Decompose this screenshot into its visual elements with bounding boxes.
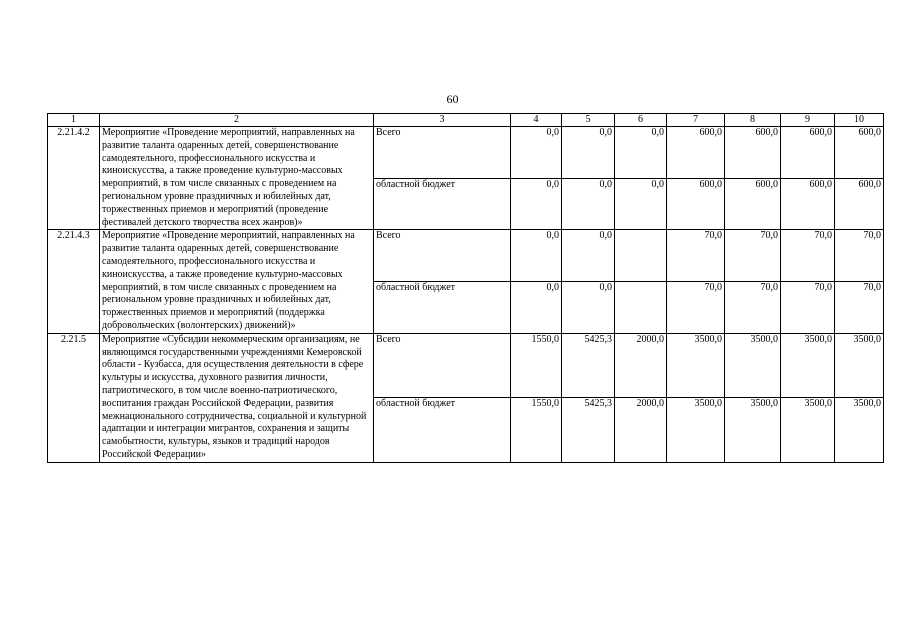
value-cell: 3500,0 xyxy=(781,398,835,462)
funding-source: Всего xyxy=(374,230,511,282)
value-cell: 0,0 xyxy=(562,178,615,230)
value-cell: 2000,0 xyxy=(615,398,667,462)
funding-source: Всего xyxy=(374,127,511,179)
value-cell: 70,0 xyxy=(667,230,725,282)
value-cell: 600,0 xyxy=(781,127,835,179)
column-header: 10 xyxy=(835,114,884,127)
value-cell: 0,0 xyxy=(511,282,562,334)
value-cell: 600,0 xyxy=(781,178,835,230)
value-cell: 70,0 xyxy=(725,282,781,334)
column-header: 8 xyxy=(725,114,781,127)
value-cell: 0,0 xyxy=(615,127,667,179)
funding-source: областной бюджет xyxy=(374,282,511,334)
table-row xyxy=(48,333,884,397)
row-code: 2.21.4.2 xyxy=(48,127,100,230)
value-cell: 70,0 xyxy=(781,230,835,282)
page-number: 60 xyxy=(446,92,459,106)
value-cell: 3500,0 xyxy=(725,333,781,397)
value-cell: 0,0 xyxy=(511,178,562,230)
value-cell: 3500,0 xyxy=(667,398,725,462)
value-cell: 3500,0 xyxy=(835,398,884,462)
funding-source: областной бюджет xyxy=(374,398,511,462)
value-cell xyxy=(615,282,667,334)
value-cell: 2000,0 xyxy=(615,333,667,397)
value-cell: 3500,0 xyxy=(725,398,781,462)
column-header: 3 xyxy=(374,114,511,127)
value-cell: 600,0 xyxy=(667,178,725,230)
value-cell: 600,0 xyxy=(725,127,781,179)
column-header: 5 xyxy=(562,114,615,127)
column-header: 1 xyxy=(48,114,100,127)
value-cell: 600,0 xyxy=(725,178,781,230)
value-cell: 0,0 xyxy=(562,230,615,282)
value-cell: 600,0 xyxy=(667,127,725,179)
row-description: Мероприятие «Проведение мероприятий, направленных на развитие таланта одаренных детей, совершенствование самодеятельного, профессионального искусства и киноискусства, а также проведение культурно-массовых мероприятий, в том числе связанных с проведением на региональном уровне праздничных и юбилейных дат, торжественных приемов и мероприятий (поддержка добровольческих (волонтерских) движений)» xyxy=(100,230,374,333)
value-cell: 70,0 xyxy=(725,230,781,282)
value-cell: 70,0 xyxy=(835,230,884,282)
column-header: 7 xyxy=(667,114,725,127)
value-cell: 3500,0 xyxy=(835,333,884,397)
value-cell: 600,0 xyxy=(835,127,884,179)
row-code: 2.21.5 xyxy=(48,333,100,462)
value-cell: 3500,0 xyxy=(781,333,835,397)
value-cell: 5425,3 xyxy=(562,398,615,462)
row-description: Мероприятие «Субсидии некоммерческим организациям, не являющимся государственными учреждениями Кемеровской области - Кузбасса, для осуществления деятельности в сфере культуры и искусства, духовного развития личности, патриотического, в том числе военно-патриотического, воспитания граждан Российской Федерации, развития межнационального сотрудничества, социальной и культурной адаптации и интеграции мигрантов, сохранения и защиты самобытности, культуры, языков и традиций народов Российской Федерации» xyxy=(100,333,374,462)
column-header: 4 xyxy=(511,114,562,127)
value-cell: 1550,0 xyxy=(511,333,562,397)
budget-table xyxy=(47,113,884,463)
value-cell: 0,0 xyxy=(562,282,615,334)
row-description: Мероприятие «Проведение мероприятий, направленных на развитие таланта одаренных детей, совершенствование самодеятельного, профессионального искусства и киноискусства, а также проведение культурно-массовых мероприятий, в том числе связанных с проведением на региональном уровне праздничных и юбилейных дат, торжественных приемов и мероприятий (проведение фестивалей детского творчества всех жанров)» xyxy=(100,127,374,230)
value-cell: 0,0 xyxy=(511,127,562,179)
value-cell: 0,0 xyxy=(615,178,667,230)
funding-source: Всего xyxy=(374,333,511,397)
value-cell xyxy=(615,230,667,282)
value-cell: 0,0 xyxy=(562,127,615,179)
value-cell: 600,0 xyxy=(835,178,884,230)
column-header: 9 xyxy=(781,114,835,127)
value-cell: 0,0 xyxy=(511,230,562,282)
value-cell: 70,0 xyxy=(667,282,725,334)
table-row xyxy=(48,127,884,179)
value-cell: 1550,0 xyxy=(511,398,562,462)
column-header: 6 xyxy=(615,114,667,127)
value-cell: 70,0 xyxy=(835,282,884,334)
row-code: 2.21.4.3 xyxy=(48,230,100,333)
funding-source: областной бюджет xyxy=(374,178,511,230)
value-cell: 5425,3 xyxy=(562,333,615,397)
table-row xyxy=(48,230,884,282)
value-cell: 70,0 xyxy=(781,282,835,334)
header-row xyxy=(48,114,884,127)
column-header: 2 xyxy=(100,114,374,127)
value-cell: 3500,0 xyxy=(667,333,725,397)
